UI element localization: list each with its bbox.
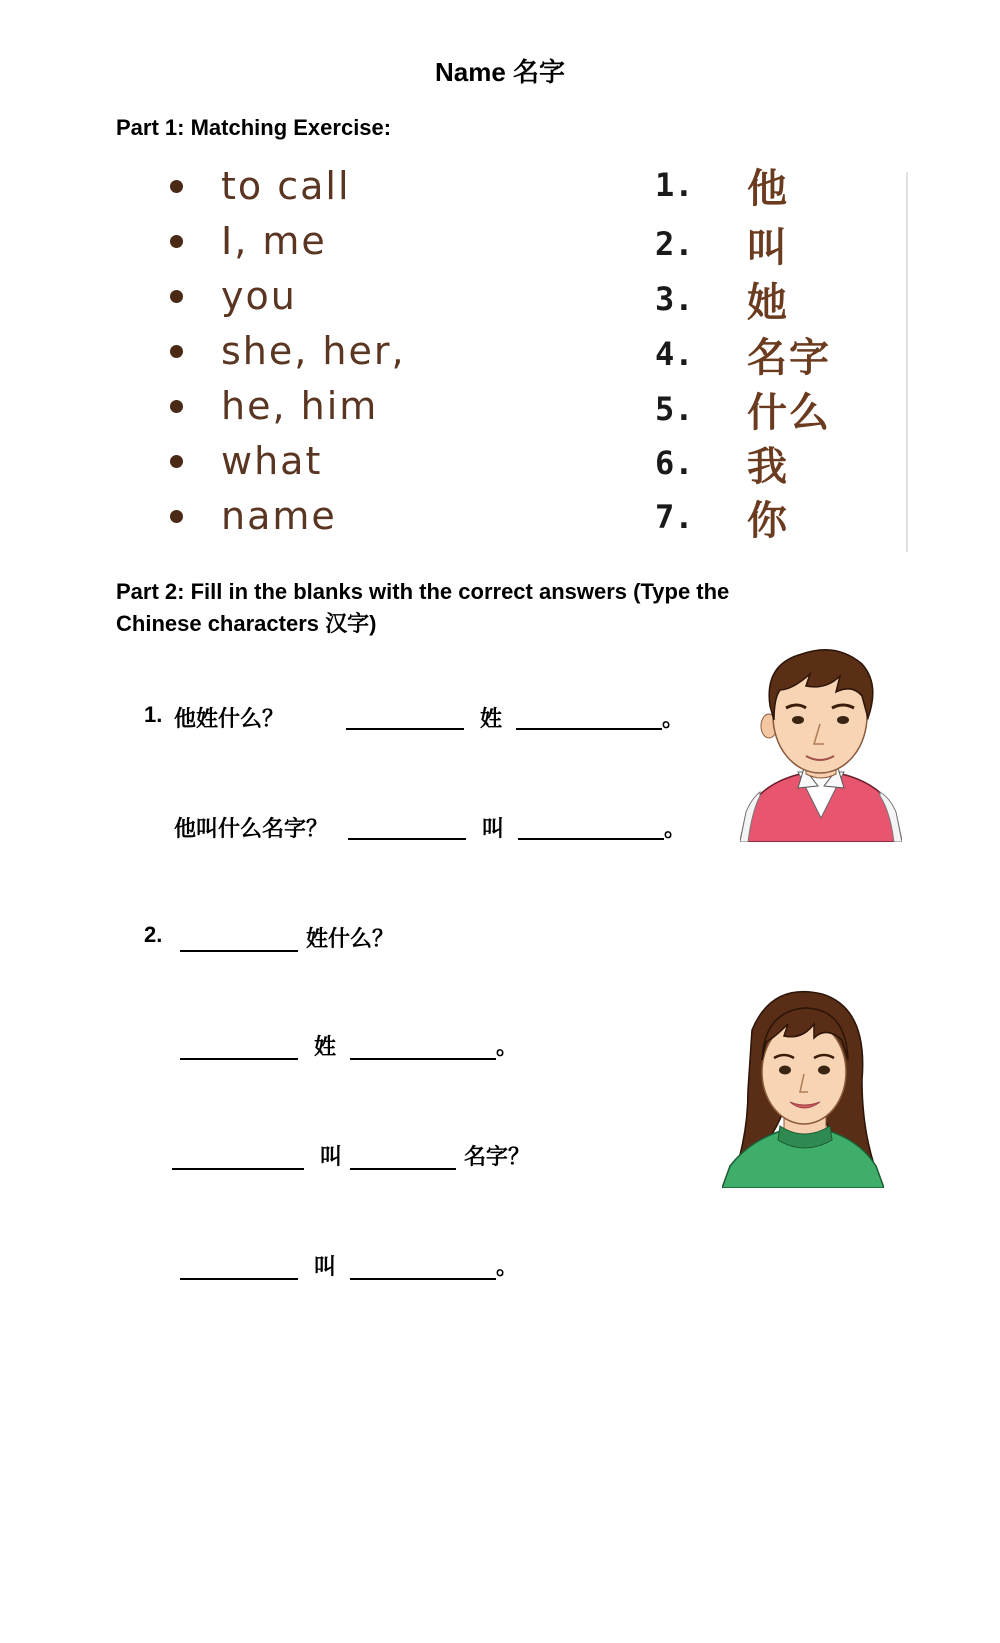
answer-blank[interactable] xyxy=(350,1254,496,1280)
question-2-prompt: 姓什么？ xyxy=(306,926,395,951)
answer-blank[interactable] xyxy=(180,1254,298,1280)
question-ending: 名字？ xyxy=(464,1144,531,1169)
divider-line xyxy=(906,172,908,552)
bullet-icon xyxy=(170,290,183,303)
fixed-word: 姓 xyxy=(480,706,503,731)
part2-heading-line2: Chinese characters 汉字) xyxy=(116,611,377,636)
fixed-word: 叫 xyxy=(482,816,505,841)
english-word-item xyxy=(170,436,322,486)
english-word-item xyxy=(170,271,297,321)
bullet-icon xyxy=(170,235,183,248)
item-number: 1. xyxy=(655,166,694,204)
question-1-number: 1. xyxy=(144,702,163,727)
item-number: 4. xyxy=(655,335,694,373)
item-number: 6. xyxy=(655,444,694,482)
girl-illustration xyxy=(722,990,884,1188)
item-number: 7. xyxy=(655,498,694,536)
bullet-icon xyxy=(170,455,183,468)
english-word-item xyxy=(170,326,406,376)
worksheet-title: Name 名字 xyxy=(434,57,566,87)
chinese-word-item xyxy=(655,437,789,489)
english-word: to call xyxy=(221,164,351,208)
chinese-word: 我 xyxy=(747,442,789,490)
chinese-word-item xyxy=(655,328,831,380)
question-1b-prompt: 他叫什么名字？ xyxy=(174,816,329,841)
question-2-number: 2. xyxy=(144,922,163,947)
question-1-prompt: 他姓什么？ xyxy=(174,706,285,731)
sentence-end-mark: 。 xyxy=(664,816,687,841)
chinese-word-item xyxy=(655,159,789,211)
bullet-icon xyxy=(170,345,183,358)
answer-blank[interactable] xyxy=(346,704,464,730)
english-word-item xyxy=(170,216,327,266)
fixed-word: 叫 xyxy=(320,1144,343,1169)
english-word: what xyxy=(221,439,323,483)
answer-blank[interactable] xyxy=(172,1144,304,1170)
boy-illustration xyxy=(740,646,902,842)
chinese-word: 她 xyxy=(747,278,789,326)
sentence-end-mark: 。 xyxy=(496,1254,519,1279)
answer-blank[interactable] xyxy=(180,1034,298,1060)
answer-blank[interactable] xyxy=(350,1034,496,1060)
english-word-item xyxy=(170,491,337,541)
fixed-word: 叫 xyxy=(314,1254,337,1279)
chinese-word-item xyxy=(655,383,831,435)
answer-blank[interactable] xyxy=(180,926,298,952)
chinese-word-item xyxy=(655,491,789,543)
chinese-word: 你 xyxy=(747,496,789,544)
part2-heading-line1: Part 2: Fill in the blanks with the correct answers (Type the xyxy=(116,579,730,604)
part1-heading: Part 1: Matching Exercise: xyxy=(116,115,392,140)
english-word-item xyxy=(170,381,378,431)
item-number: 5. xyxy=(655,390,694,428)
sentence-end-mark: 。 xyxy=(496,1034,519,1059)
chinese-word-item xyxy=(655,273,789,325)
answer-blank[interactable] xyxy=(516,704,662,730)
bullet-icon xyxy=(170,180,183,193)
english-word-item xyxy=(170,161,351,211)
answer-blank[interactable] xyxy=(518,814,664,840)
chinese-word: 名字 xyxy=(747,333,831,381)
answer-blank[interactable] xyxy=(350,1144,456,1170)
chinese-word: 叫 xyxy=(747,223,789,271)
sentence-end-mark: 。 xyxy=(662,706,685,731)
chinese-word-item xyxy=(655,218,789,270)
chinese-word: 他 xyxy=(747,164,789,212)
fixed-word: 姓 xyxy=(314,1034,337,1059)
item-number: 3. xyxy=(655,280,694,318)
answer-blank[interactable] xyxy=(348,814,466,840)
bullet-icon xyxy=(170,400,183,413)
english-word: I, me xyxy=(221,219,327,263)
bullet-icon xyxy=(170,510,183,523)
chinese-word: 什么 xyxy=(747,388,831,436)
item-number: 2. xyxy=(655,225,694,263)
english-word: you xyxy=(221,274,297,318)
english-word: name xyxy=(221,494,337,538)
english-word: he, him xyxy=(221,384,379,428)
english-word: she, her, xyxy=(221,329,406,373)
